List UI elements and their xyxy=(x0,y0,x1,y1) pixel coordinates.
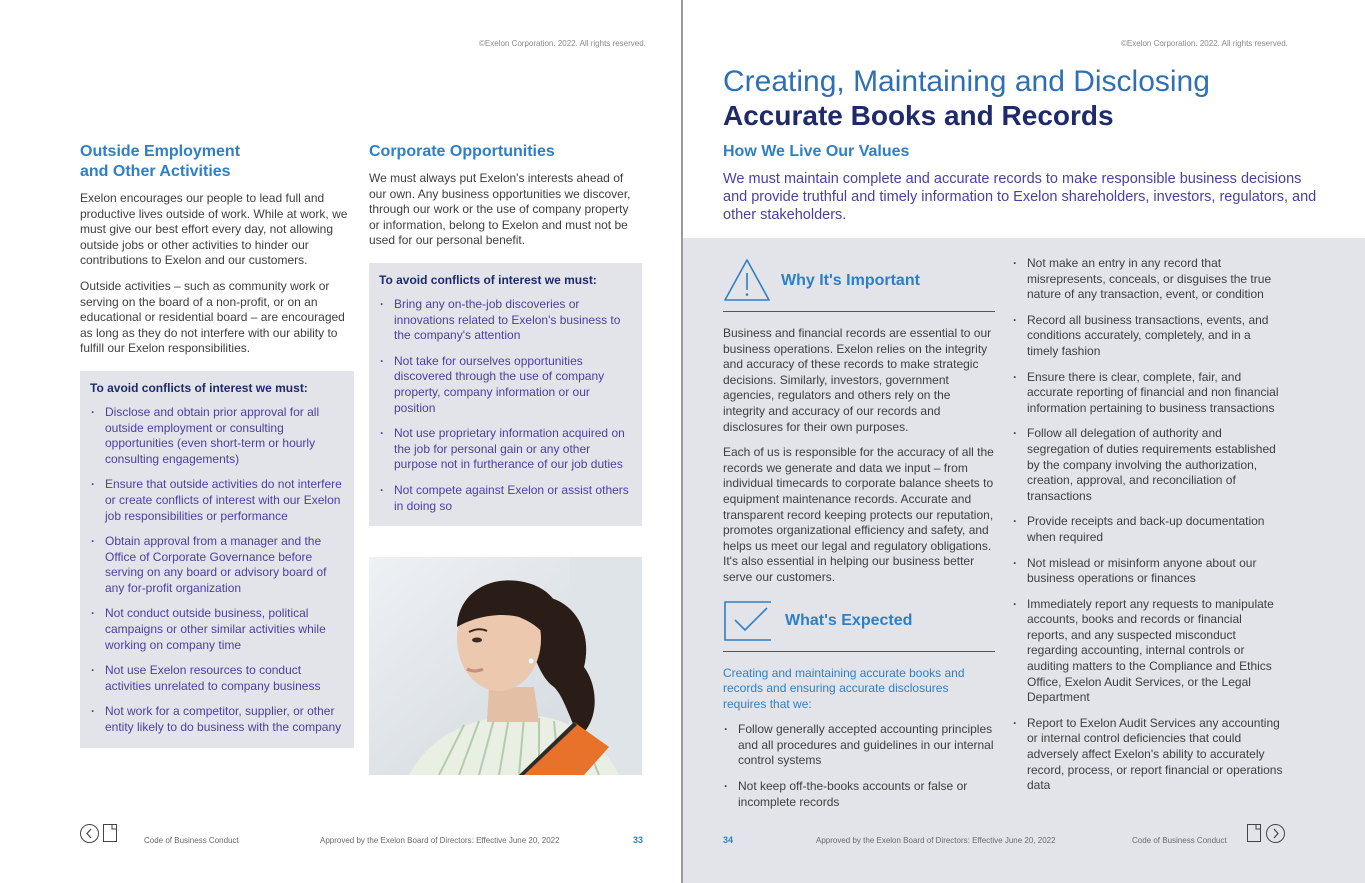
bullet-list xyxy=(723,722,995,810)
page-number: 34 xyxy=(723,835,734,845)
list-item: · Not conduct outside business, political campaigns or other similar activities while working on company time xyxy=(90,606,344,653)
paragraph: Business and financial records are essential to our business operations. Exelon relies on the integrity and accuracy of these records to make strategic decisions. Similarly, investors, government agencies, regulators and others rely on the integrity and accuracy of our records and disclosures for their own purposes. xyxy=(723,326,992,434)
values-intro xyxy=(723,142,1323,224)
why-important-header xyxy=(723,256,995,312)
why-important-heading: Why It's Important xyxy=(781,272,920,289)
approval-note: Approved by the Exelon Board of Directors: Effective June 20, 2022 xyxy=(816,836,1056,845)
list-item: · Not work for a competitor, supplier, or other entity likely to do business with the company xyxy=(90,704,344,735)
approval-note: Approved by the Exelon Board of Directors: Effective June 20, 2022 xyxy=(320,836,560,845)
list-item: · Not use Exelon resources to conduct activities unrelated to company business xyxy=(90,663,344,694)
list-item: · Follow all delegation of authority and segregation of duties requirements established by the company involving the authorization, creation, approval, and reconciliation of transactions xyxy=(1012,426,1285,504)
paragraph: Each of us is responsible for the accuracy of all the records we generate and data we input – from individual timecards to corporate balance sheets to equipment maintenance records. Accurate and transparent record keeping protects our reputation, promotes organizational efficiency and safety, and helps us meet our legal and regulatory obligations. It's also essential in helping our business better serve our customers. xyxy=(723,445,994,584)
values-heading: How We Live Our Values xyxy=(723,143,910,160)
callout-box xyxy=(369,263,642,526)
left-page xyxy=(0,0,682,883)
page-number: 33 xyxy=(633,835,644,845)
list-item: · Report to Exelon Audit Services any accounting or internal control deficiencies that could adversely affect Exelon's ability to accurately record, process, or report financial or operations data xyxy=(1012,716,1285,794)
expected-continued-column xyxy=(1012,256,1285,804)
list-item: · Not compete against Exelon or assist others in doing so xyxy=(379,483,632,514)
right-page xyxy=(683,0,1365,883)
list-item: · Ensure there is clear, complete, fair, and accurate reporting of financial and non financial information pertaining to business transactions xyxy=(1012,370,1285,417)
callout-title: To avoid conflicts of interest we must: xyxy=(379,272,597,287)
paragraph: Outside activities – such as community work or serving on the board of a non-profit, or on an educational or residential board – are encouraged as long as they do not interfere with our ability to fulfill our Exelon responsibilities. xyxy=(80,278,345,356)
whats-expected-heading: What's Expected xyxy=(785,611,913,629)
expected-lead: Creating and maintaining accurate books and records and ensuring accurate disclosures requires that we: xyxy=(723,665,965,711)
chevron-right-icon xyxy=(1267,825,1284,842)
next-page-button[interactable] xyxy=(1266,824,1285,843)
list-item: · Provide receipts and back-up documentation when required xyxy=(1012,514,1285,545)
warning-icon xyxy=(723,258,771,302)
section-title: Corporate Opportunities xyxy=(369,143,555,160)
checkmark-box-icon xyxy=(723,600,773,644)
page-fold-icon xyxy=(104,825,116,841)
section-title: Outside Employment and Other Activities xyxy=(80,143,241,180)
list-item: · Follow generally accepted accounting principles and all procedures and guidelines in our internal control systems xyxy=(723,722,995,769)
list-item: · Ensure that outside activities do not interfere or create conflicts of interest with our Exelon job responsibilities or performance xyxy=(90,477,344,524)
woman-portrait-image xyxy=(369,557,642,775)
bullet-list xyxy=(90,405,344,736)
page-title-line1: Creating, Maintaining and Disclosing xyxy=(723,65,1210,98)
page-fold-icon xyxy=(1248,825,1260,841)
why-important-body xyxy=(723,326,995,586)
employee-photo xyxy=(369,557,642,775)
section-body xyxy=(369,171,642,249)
list-item: · Not make an entry in any record that misrepresents, conceals, or disguises the true nature of any transaction, event, or condition xyxy=(1012,256,1285,303)
list-item: · Not keep off-the-books accounts or false or incomplete records xyxy=(723,779,995,810)
prev-page-button[interactable] xyxy=(80,824,99,843)
paragraph: We must always put Exelon's interests ahead of our own. Any business opportunities we discover, through our work or the use of company property or information, belong to Exelon and must not be used for our personal benefit. xyxy=(369,171,631,248)
document-icon[interactable] xyxy=(103,824,117,842)
list-item: · Disclose and obtain prior approval for all outside employment or consulting opportunities (even short-term or hourly consulting engagements) xyxy=(90,405,344,467)
outside-employment-section xyxy=(80,142,354,748)
doc-title: Code of Business Conduct xyxy=(1132,836,1227,845)
list-item: · Bring any on-the-job discoveries or innovations related to Exelon's business to the company's attention xyxy=(379,297,632,344)
callout-box xyxy=(80,371,354,748)
list-item: · Record all business transactions, events, and conditions accurately, completely, and in a timely fashion xyxy=(1012,313,1285,360)
copyright-notice: ©Exelon Corporation. 2022. All rights reserved. xyxy=(1121,39,1288,48)
list-item: · Immediately report any requests to manipulate accounts, books and records or financial reports, and any suspected misconduct regarding accounting, internal controls or auditing matters to the Compliance and Ethics Office, Exelon Audit Services, or the Legal Department xyxy=(1012,597,1285,706)
document-icon[interactable] xyxy=(1247,824,1261,842)
values-lead: We must maintain complete and accurate records to make responsible business decisions and provide truthful and timely information to Exelon shareholders, investors, regulators, and other stakeholders. xyxy=(723,171,1317,223)
whats-expected-header xyxy=(723,596,995,652)
list-item: · Not mislead or misinform anyone about our business operations or finances xyxy=(1012,556,1285,587)
copyright-notice: ©Exelon Corporation. 2022. All rights reserved. xyxy=(479,39,646,48)
corporate-opportunities-section xyxy=(369,142,642,526)
paragraph: Exelon encourages our people to lead full and productive lives outside of work. While at work, we must give our best effort every day, not allowing outside jobs or other activities to hinder our contributions to Exelon and our customers. xyxy=(80,191,348,268)
section-body xyxy=(80,191,354,357)
bullet-list xyxy=(1012,256,1285,794)
list-item: · Obtain approval from a manager and the Office of Corporate Governance before serving on any board or advisory board of any for-profit organization xyxy=(90,534,344,596)
right-footer xyxy=(683,823,1365,845)
left-footer xyxy=(0,823,682,845)
doc-title: Code of Business Conduct xyxy=(144,836,239,845)
chevron-left-icon xyxy=(81,825,98,842)
list-item: · Not take for ourselves opportunities discovered through the use of company property, company information or our position xyxy=(379,354,632,416)
bullet-list xyxy=(379,297,632,514)
callout-title: To avoid conflicts of interest we must: xyxy=(90,380,308,395)
list-item: · Not use proprietary information acquired on the job for personal gain or any other purpose not in furtherance of our job duties xyxy=(379,426,632,473)
why-important-column xyxy=(723,256,995,820)
page-title-line2: Accurate Books and Records xyxy=(723,100,1114,131)
